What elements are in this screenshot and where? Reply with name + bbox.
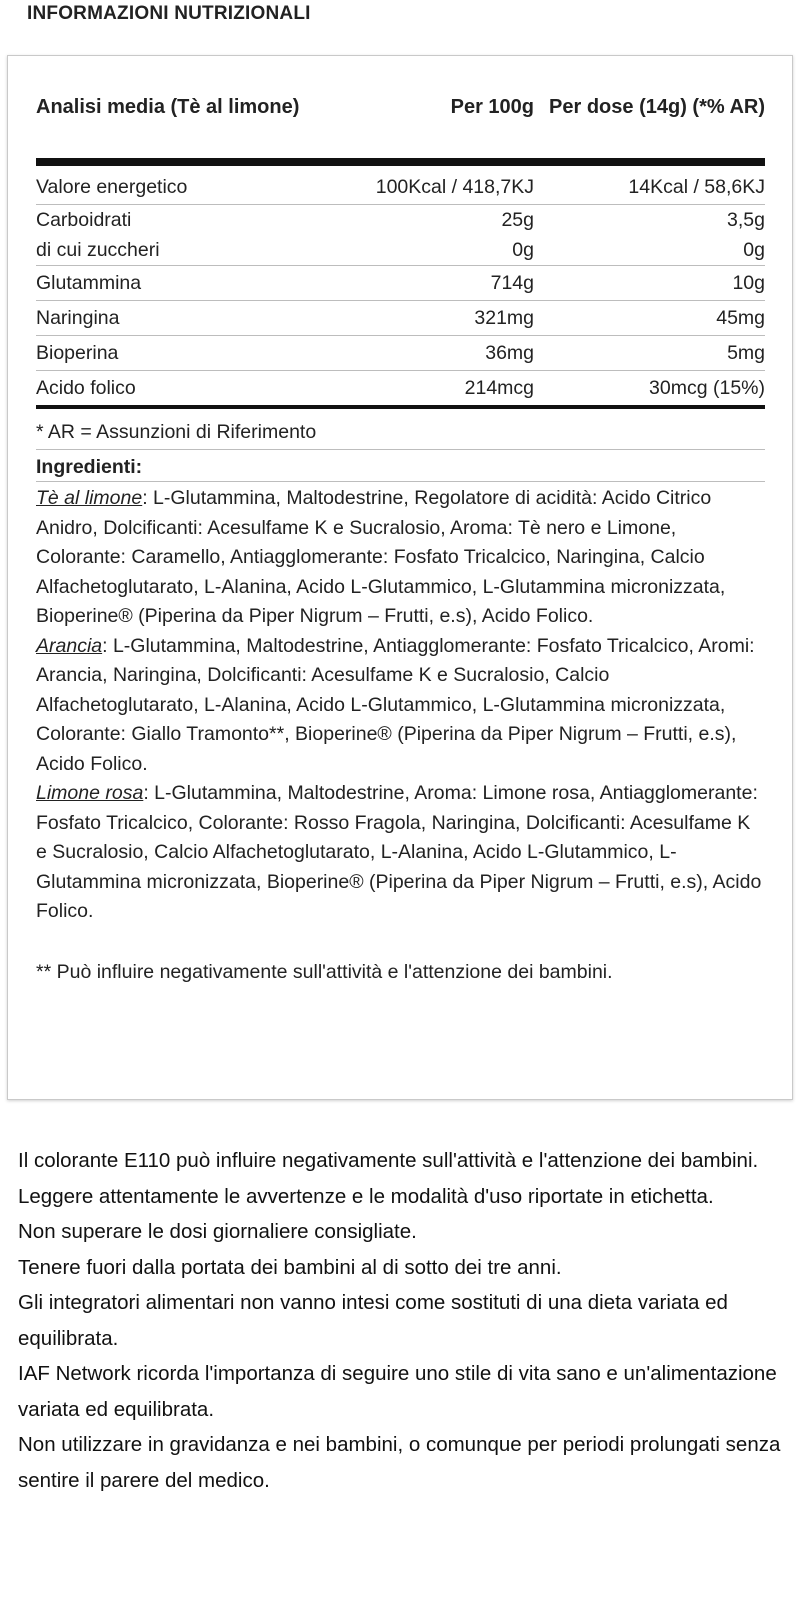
table-row <box>36 235 765 266</box>
nutrient-per-100g: 214mcg <box>314 371 534 408</box>
nutrient-per-100g: 36mg <box>314 336 534 371</box>
ingredient-text: : L-Glutammina, Maltodestrine, Regolatore di acidità: Acido Citrico Anidro, Dolcificanti: Acesulfame K e Sucralosio, Aroma: Tè nero e Limone, Colorante: Caramello, Antiagglomerante: Fosfato Tricalcico, Naringina, Calcio Alfachetoglutarato, L-Alanina, Acido L-Glutammico, L-Glutammina micronizzata, Bioperine® (Piperina da Piper Nigrum – Frutti, e.s), Acido Folico. <box>36 487 726 627</box>
table-row <box>36 336 765 371</box>
ingredient-text: : L-Glutammina, Maltodestrine, Aroma: Limone rosa, Antiagglomerante: Fosfato Tricalcico, Colorante: Rosso Fragola, Naringina, Dolcificanti: Acesulfame K e Sucralosio, Calcio Alfachetoglutarato, L-Alanina, Acido L-Glutammico, L-Glutammina micronizzata, Bioperine® (Piperina da Piper Nigrum – Frutti, e.s), Acido Folico. <box>36 782 762 922</box>
table-row <box>36 162 765 205</box>
nutrient-name: Naringina <box>36 301 314 336</box>
nutrient-name: Glutammina <box>36 266 314 301</box>
nutrition-panel <box>7 55 793 1100</box>
ingredient-item <box>36 484 765 632</box>
ingredient-item <box>36 632 765 780</box>
table-row <box>36 371 765 408</box>
nutrient-name: di cui zuccheri <box>36 235 314 266</box>
nutrient-per-dose: 0g <box>534 235 765 266</box>
warning-item: Non utilizzare in gravidanza e nei bambini, o comunque per periodi prolungati senza sentire il parere del medico. <box>18 1433 781 1492</box>
nutrient-name: Acido folico <box>36 371 314 408</box>
table-header-row <box>36 56 765 162</box>
nutrient-per-dose: 45mg <box>534 301 765 336</box>
nutrient-per-100g: 100Kcal / 418,7KJ <box>314 162 534 205</box>
warning-item: Gli integratori alimentari non vanno intesi come sostituti di una dieta variata ed equilibrata. <box>18 1291 728 1350</box>
nutrition-table <box>36 56 765 409</box>
nutrition-panel-content <box>36 56 765 987</box>
nutrient-name: Valore energetico <box>36 162 314 205</box>
section-title: INFORMAZIONI NUTRIZIONALI <box>27 3 311 24</box>
nutrient-per-dose: 3,5g <box>727 209 765 231</box>
nutrient-name: Carboidrati <box>36 209 132 231</box>
nutrient-per-100g: 714g <box>314 266 534 301</box>
ingredients-title: Ingredienti: <box>36 456 765 482</box>
nutrient-per-dose: 14Kcal / 58,6KJ <box>534 162 765 205</box>
column-header-per-100g: Per 100g <box>450 95 534 118</box>
warning-item: Tenere fuori dalla portata dei bambini al di sotto dei tre anni. <box>18 1255 562 1279</box>
colorant-note: ** Può influire negativamente sull'attività e l'attenzione dei bambini. <box>36 960 613 983</box>
warnings-list <box>18 1143 788 1498</box>
nutrient-per-100g: 25g <box>501 209 534 231</box>
table-row <box>36 205 765 236</box>
flavour-name: Limone rosa <box>36 782 144 804</box>
ingredients-list <box>36 484 765 927</box>
warning-item: IAF Network ricorda l'importanza di seguire uno stile di vita sano e un'alimentazione variata ed equilibrata. <box>18 1362 777 1421</box>
ingredient-text: : L-Glutammina, Maltodestrine, Antiagglomerante: Fosfato Tricalcico, Aromi: Arancia, Naringina, Dolcificanti: Acesulfame K e Sucralosio, Calcio Alfachetoglutarato, L-Alanina, Acido L-Glutammico, L-Glutammina micronizzata, Colorante: Giallo Tramonto**, Bioperine® (Piperina da Piper Nigrum – Frutti, e.s), Acido Folico. <box>36 634 755 775</box>
column-header-analysis: Analisi media (Tè al limone) <box>36 95 300 118</box>
ar-footnote: * AR = Assunzioni di Riferimento <box>36 419 765 450</box>
nutrient-per-100g: 0g <box>314 235 534 266</box>
column-header-per-dose: Per dose (14g) (*% AR) <box>549 95 765 118</box>
nutrient-per-dose: 30mcg (15%) <box>534 371 765 408</box>
table-row <box>36 266 765 301</box>
warning-item: Leggere attentamente le avvertenze e le modalità d'uso riportate in etichetta. <box>18 1184 714 1208</box>
warning-item: Non superare le dosi giornaliere consigliate. <box>18 1220 417 1243</box>
nutrient-name: Bioperina <box>36 336 314 371</box>
nutrient-per-100g: 321mg <box>314 301 534 336</box>
ingredient-item <box>36 779 765 927</box>
nutrient-per-dose: 5mg <box>534 336 765 371</box>
flavour-name: Tè al limone <box>36 487 143 509</box>
nutrient-per-dose: 10g <box>534 266 765 301</box>
table-row <box>36 301 765 336</box>
warning-item: Il colorante E110 può influire negativamente sull'attività e l'attenzione dei bambini. <box>18 1149 759 1172</box>
flavour-name: Arancia <box>36 634 103 657</box>
